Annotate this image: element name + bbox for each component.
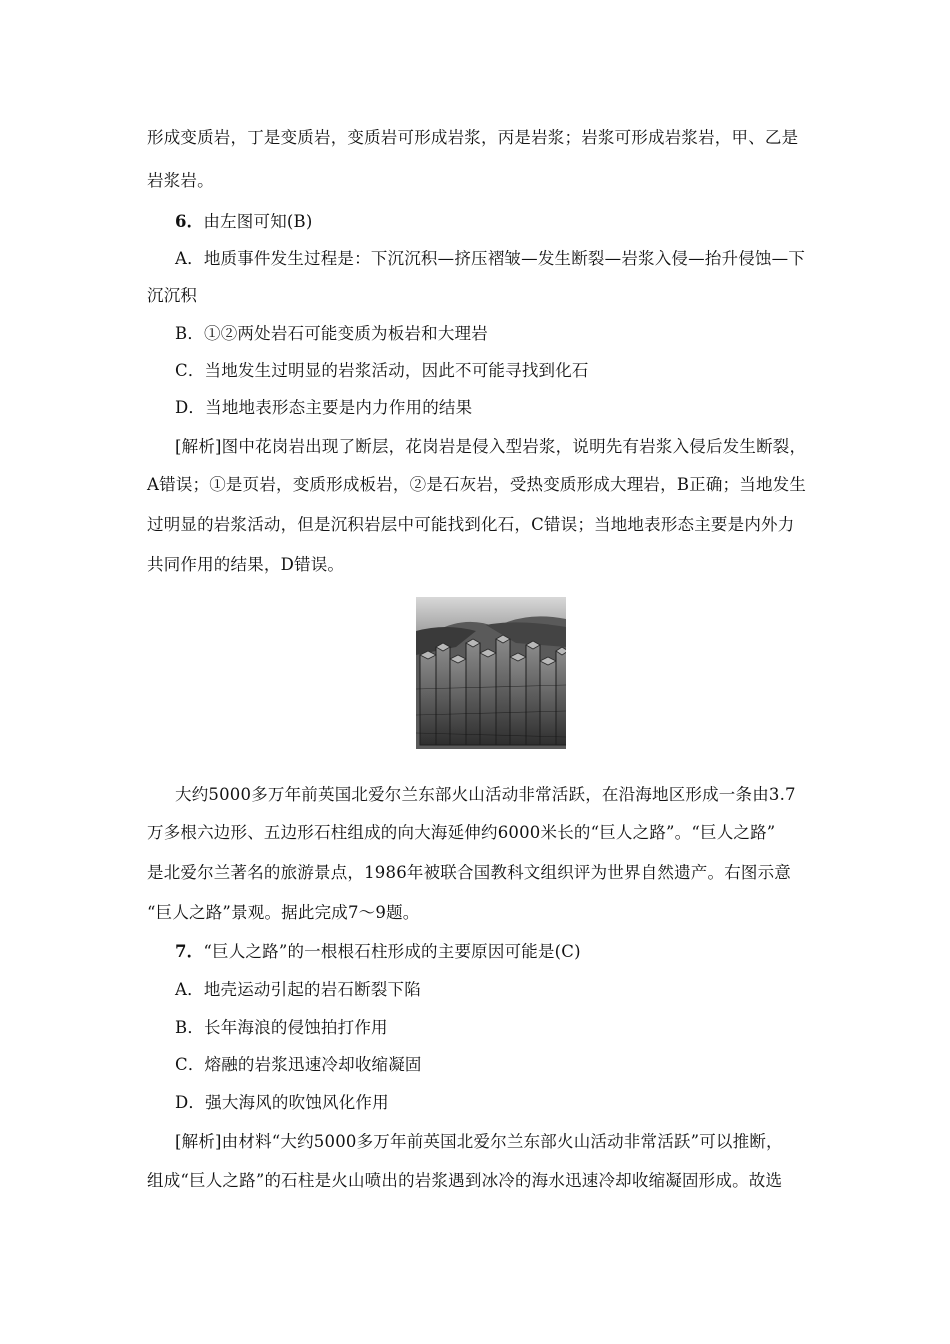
question-6	[175, 211, 313, 233]
material-line: “巨人之路”景观。据此完成7～9题。	[147, 903, 420, 922]
option-d: D．当地地表形态主要是内力作用的结果	[175, 398, 473, 417]
question-stem: “巨人之路”的一根根石柱形成的主要原因可能是(C)	[203, 942, 581, 961]
analysis-line: [解析]由材料“大约5000多万年前英国北爱尔兰东部火山活动非常活跃”可以推断，	[175, 1132, 783, 1151]
option-a: A．地壳运动引起的岩石断裂下陷	[175, 980, 421, 999]
analysis-line: 过明显的岩浆活动，但是沉积岩层中可能找到化石，C错误；当地地表形态主要是内外力	[147, 515, 795, 534]
question-number: 6．	[175, 212, 204, 231]
option-b: B．长年海浪的侵蚀拍打作用	[175, 1018, 388, 1037]
text-line: 岩浆岩。	[147, 171, 214, 190]
question-number: 7．	[175, 942, 204, 961]
question-7	[175, 941, 581, 963]
option-c: C．熔融的岩浆迅速冷却收缩凝固	[175, 1055, 422, 1074]
option-a-continued: 沉沉积	[147, 286, 198, 305]
material-line: 大约5000多万年前英国北爱尔兰东部火山活动非常活跃，在沿海地区形成一条由3.7	[175, 785, 796, 804]
material-line: 万多根六边形、五边形石柱组成的向大海延伸约6000米长的“巨人之路”。“巨人之路”	[147, 823, 776, 842]
question-stem: 由左图可知(B)	[203, 212, 313, 231]
analysis-line: A错误；①是页岩，变质形成板岩，②是石灰岩，受热变质形成大理岩，B正确；当地发生	[147, 475, 807, 494]
option-b: B．①②两处岩石可能变质为板岩和大理岩	[175, 324, 488, 343]
analysis-line: 共同作用的结果，D错误。	[147, 555, 345, 574]
analysis-line: [解析]图中花岗岩出现了断层，花岗岩是侵入型岩浆，说明先有岩浆入侵后发生断裂，	[175, 437, 807, 456]
analysis-line: 组成“巨人之路”的石柱是火山喷出的岩浆遇到冰冷的海水迅速冷却收缩凝固形成。故选	[147, 1171, 783, 1190]
basalt-columns-image	[416, 597, 566, 749]
option-a: A．地质事件发生过程是：下沉沉积—挤压褶皱—发生断裂—岩浆入侵—抬升侵蚀—下	[175, 249, 806, 268]
material-line: 是北爱尔兰著名的旅游景点，1986年被联合国教科文组织评为世界自然遗产。右图示意	[147, 863, 791, 882]
giants-causeway-photo	[416, 597, 566, 749]
option-c: C．当地发生过明显的岩浆活动，因此不可能寻找到化石	[175, 361, 589, 380]
text-line: 形成变质岩，丁是变质岩，变质岩可形成岩浆，丙是岩浆；岩浆可形成岩浆岩，甲、乙是	[147, 128, 799, 147]
option-d: D．强大海风的吹蚀风化作用	[175, 1093, 389, 1112]
